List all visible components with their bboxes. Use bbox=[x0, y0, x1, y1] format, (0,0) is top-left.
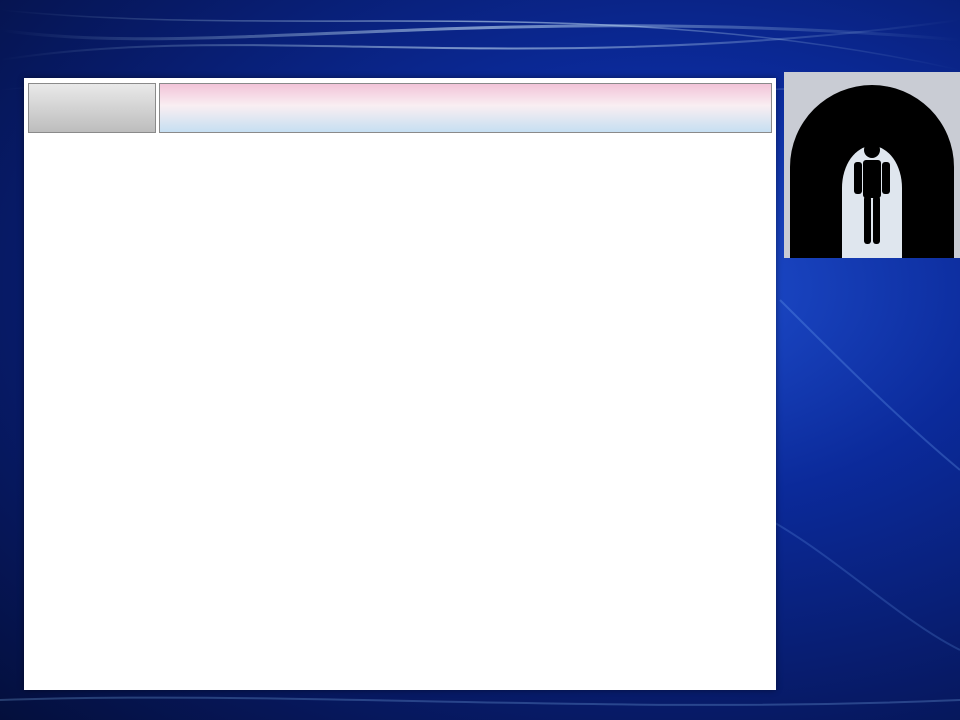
aura-illustration bbox=[784, 72, 960, 258]
header-color bbox=[28, 83, 156, 133]
header-effect bbox=[159, 83, 772, 133]
table-header bbox=[28, 83, 772, 133]
human-figure-aura-icon bbox=[784, 72, 960, 258]
color-effect-table bbox=[24, 78, 776, 690]
